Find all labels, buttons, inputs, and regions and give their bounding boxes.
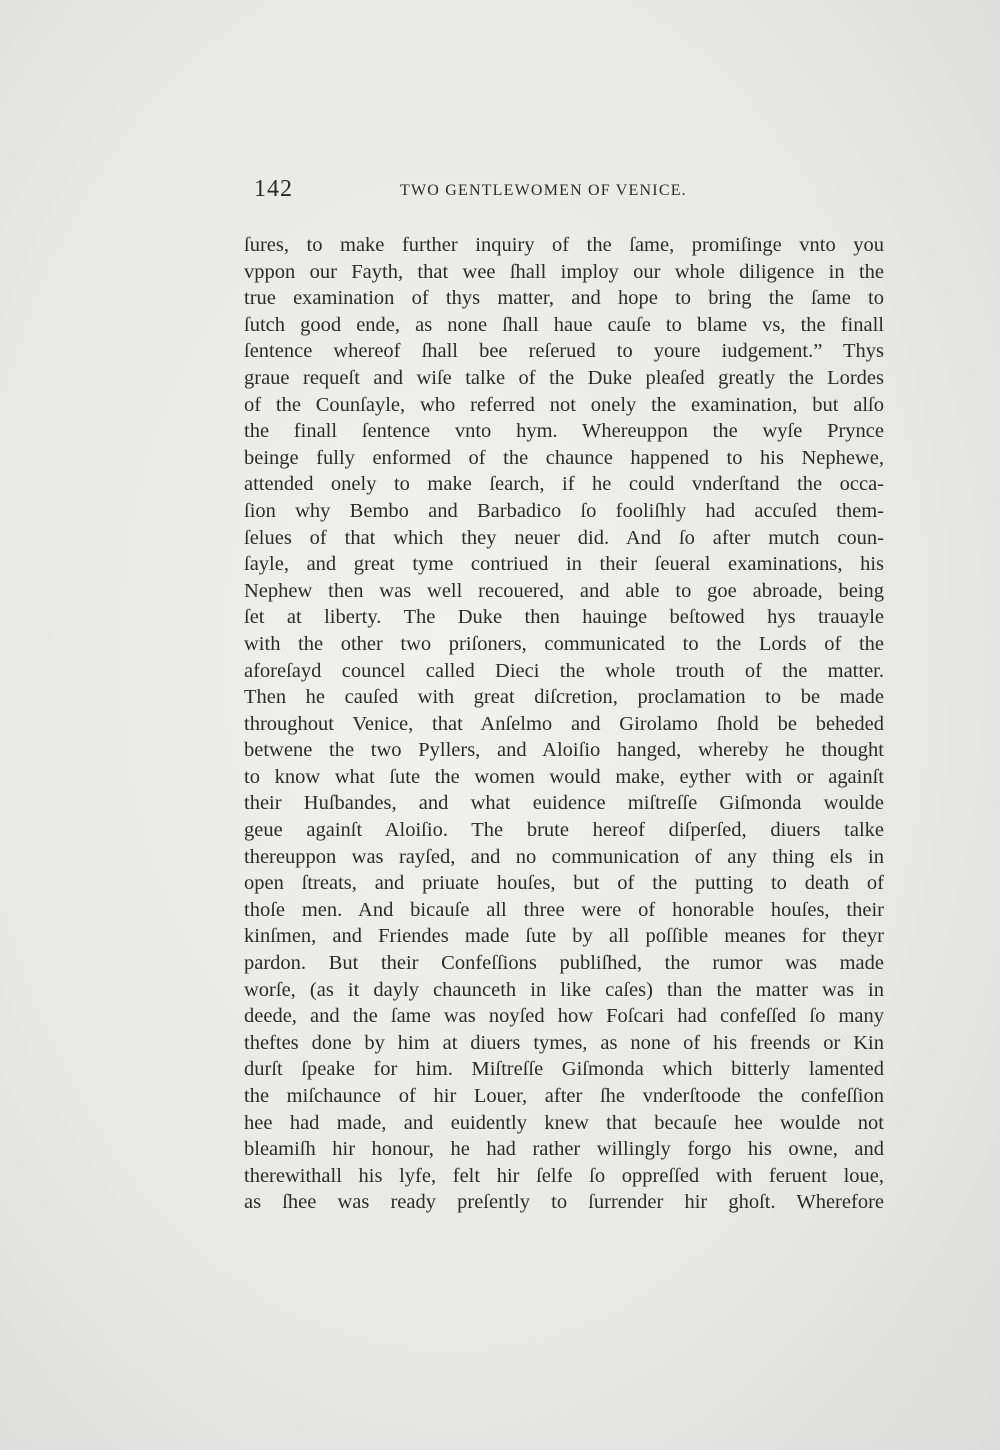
text-line: ſelues of that which they neuer did. And ſo after mutch coun- xyxy=(244,526,884,549)
text-line: pardon. But their Confeſſions publiſhed, the rumor was made xyxy=(244,952,884,975)
page-number: 142 xyxy=(254,176,293,202)
text-line: thereuppon was rayſed, and no communication of any thing els in xyxy=(244,845,884,868)
text-line: beinge fully enformed of the chaunce happened to his Nephewe, xyxy=(244,446,884,469)
text-line: to know what ſute the women would make, eyther with or againſt xyxy=(244,765,884,788)
text-line: open ſtreats, and priuate houſes, but of the putting to death of xyxy=(244,872,884,895)
text-line: durſt ſpeake for him. Miſtreſſe Giſmonda which bitterly lamented xyxy=(244,1058,884,1081)
text-line: their Huſbandes, and what euidence miſtreſſe Giſmonda woulde xyxy=(244,792,884,815)
text-line: bleamiſh hir honour, he had rather willingly forgo his owne, and xyxy=(244,1138,884,1161)
text-line: throughout Venice, that Anſelmo and Girolamo ſhold be beheded xyxy=(244,712,884,735)
text-line: ſutch good ende, as none ſhall haue cauſe to blame vs, the finall xyxy=(244,313,884,336)
text-line: ſion why Bembo and Barbadico ſo fooliſhly had accuſed them- xyxy=(244,499,884,522)
text-line: therewithall his lyfe, felt hir ſelfe ſo oppreſſed with feruent loue, xyxy=(244,1164,884,1187)
text-line: Then he cauſed with great diſcretion, proclamation to be made xyxy=(244,686,884,709)
text-line: worſe, (as it dayly chaunceth in like caſes) than the matter was in xyxy=(244,978,884,1001)
text-line: ſentence whereof ſhall bee reſerued to youre iudgement.” Thys xyxy=(244,340,884,363)
text-line: hee had made, and euidently knew that becauſe hee woulde not xyxy=(244,1111,884,1134)
text-line: the finall ſentence vnto hym. Whereuppon the wyſe Prynce xyxy=(244,420,884,443)
text-line: theftes done by him at diuers tymes, as none of his freends or Kin xyxy=(244,1031,884,1054)
text-line: the miſchaunce of hir Louer, after ſhe vnderſtoode the confeſſion xyxy=(244,1085,884,1107)
text-line: aforeſayd councel called Dieci the whole trouth of the matter. xyxy=(244,659,884,682)
text-line: as ſhee was ready preſently to ſurrender hir ghoſt. Wherefore xyxy=(244,1191,884,1214)
text-line: ſayle, and great tyme contriued in their ſeueral examinations, his xyxy=(244,553,884,576)
text-line: with the other two priſoners, communicated to the Lords of the xyxy=(244,632,884,655)
text-line: betwene the two Pyllers, and Aloiſio hanged, whereby he thought xyxy=(244,739,884,762)
text-line: geue againſt Aloiſio. The brute hereof diſperſed, diuers talke xyxy=(244,819,884,842)
text-line: thoſe men. And bicauſe all three were of honorable houſes, their xyxy=(244,898,884,921)
text-line: deede, and the ſame was noyſed how Foſcari had confeſſed ſo many xyxy=(244,1005,884,1028)
running-head: TWO GENTLEWOMEN OF VENICE. xyxy=(400,182,687,199)
text-line: true examination of thys matter, and hope to bring the ſame to xyxy=(244,287,884,310)
text-line: attended onely to make ſearch, if he could vnderſtand the occa- xyxy=(244,473,884,496)
page-header xyxy=(254,176,774,206)
text-line: Nephew then was well recouered, and able to goe abroade, being xyxy=(244,579,884,602)
text-line: ſet at liberty. The Duke then hauinge beſtowed hys trauayle xyxy=(244,606,884,629)
text-line: graue requeſt and wiſe talke of the Duke pleaſed greatly the Lordes xyxy=(244,366,884,389)
text-line: ſures, to make further inquiry of the ſame, promiſinge vnto you xyxy=(244,234,884,256)
text-line: vppon our Fayth, that wee ſhall imploy our whole diligence in the xyxy=(244,260,884,283)
text-line: kinſmen, and Friendes made ſute by all poſſible meanes for theyr xyxy=(244,925,884,948)
body-text xyxy=(244,232,884,1216)
text-line: of the Counſayle, who referred not onely the examination, but alſo xyxy=(244,393,884,416)
